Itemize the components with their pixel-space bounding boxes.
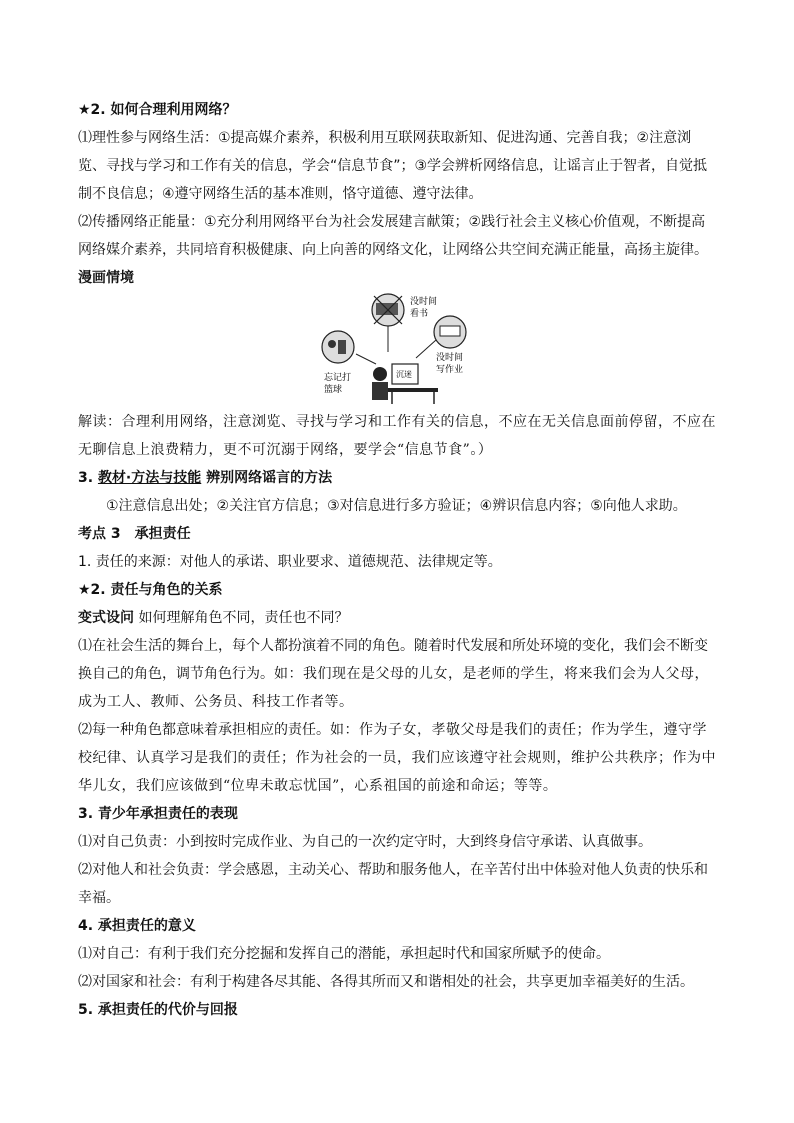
bubble-left-label-2: 篮球	[324, 385, 343, 395]
textbook-method-link[interactable]: 教材·方法与技能	[97, 470, 202, 486]
meaning-to-self: ⑴对自己：有利于我们充分挖掘和发挥自己的潜能，承担起时代和国家所赋予的使命。	[78, 946, 610, 962]
item-4-title: 4. 承担责任的意义	[78, 918, 196, 934]
responsible-to-self: ⑴对自己负责：小到按时完成作业、为自己的一次约定守时，大到终身信守承诺、认真做事。	[78, 834, 652, 850]
role-paragraph-1	[78, 632, 718, 716]
role-paragraph-1-example: 如：我们现在是父母的儿女，是老师的学生，将来我们会为人父母，成为工人、教师、公务员、科技工作者等。	[78, 666, 709, 710]
role-paragraph-2-example: 如：作为子女，孝敬父母是我们的责任；作为学生，遵守学校纪律、认真学习是我们的责任；作为社会的一员，我们应该遵守社会规则，维护公共秩序；作为中华儿女，我们应该做到“位卑未敢忘忧国”，心系祖国的前途和命运；等等。	[78, 722, 716, 794]
comic-illustration	[78, 292, 718, 408]
bubble-top-label-1: 没时间	[410, 297, 438, 307]
question-3-number: 3.	[78, 470, 98, 486]
question-3-title	[78, 464, 718, 492]
document-page	[78, 96, 718, 1024]
responsibility-source: 1. 责任的来源：对他人的承诺、职业要求、道德规范、法律规定等。	[78, 554, 502, 570]
role-paragraph-2	[78, 716, 718, 800]
role-paragraph-1-main: ⑴在社会生活的舞台上，每个人都扮演着不同的角色。随着时代发展和所处环境的变化，我们会不断变换自己的角色，调节角色行为。	[78, 638, 708, 682]
paragraph-rational-participation: ⑴理性参与网络生活：①提高媒介素养，积极利用互联网获取新知、促进沟通、完善自我；②注意浏览、寻找与学习和工作有关的信息，学会“信息节食”；③学会辨析网络信息，让谣言止于智者，自觉抵制不良信息；④遵守网络生活的基本准则，恪守道德、遵守法律。	[78, 130, 708, 202]
comic-interpretation: 解读：合理利用网络，注意浏览、寻找与学习和工作有关的信息，不应在无关信息面前停留，不应在无聊信息上浪费精力，更不可沉溺于网络，要学会“信息节食”。）	[78, 414, 716, 458]
comic-title: 漫画情境	[78, 270, 134, 286]
section-heading-responsibility: 考点 3 承担责任	[78, 526, 191, 542]
person-body	[372, 382, 388, 400]
screen-label: 沉迷	[396, 370, 412, 379]
meaning-to-society: ⑵对国家和社会：有利于构建各尽其能、各得其所而又和谐相处的社会，共享更加幸福美好的生活。	[78, 974, 694, 990]
comic-drawing	[318, 292, 488, 408]
variant-question-text: 如何理解角色不同，责任也不同？	[134, 610, 349, 626]
desk	[388, 388, 438, 392]
responsible-to-others: ⑵对他人和社会负责：学会感恩，主动关心、帮助和服务他人，在辛苦付出中体验对他人负责的快乐和幸福。	[78, 862, 708, 906]
question-3-topic: 辨别网络谣言的方法	[201, 470, 333, 486]
bubble-right-label-2: 写作业	[436, 365, 464, 375]
role-paragraph-2-main: ⑵每一种角色都意味着承担相应的责任。	[78, 722, 330, 738]
bubble-left-label-1: 忘记打	[324, 373, 352, 383]
person-head	[373, 367, 387, 381]
paragraph-positive-energy: ⑵传播网络正能量：①充分利用网络平台为社会发展建言献策；②践行社会主义核心价值观，不断提高网络媒介素养，共同培育积极健康、向上向善的网络文化，让网络公共空间充满正能量，高扬主旋律。	[78, 214, 708, 258]
rumor-methods: ①注意信息出处；②关注官方信息；③对信息进行多方验证；④辨识信息内容；⑤向他人求助。	[106, 498, 687, 514]
bubble-right-label-1: 没时间	[436, 353, 464, 363]
variant-question	[78, 604, 718, 632]
item-3-title: 3. 青少年承担责任的表现	[78, 806, 238, 822]
variant-label: 变式设问	[78, 610, 134, 626]
item-2-title: ★2. 责任与角色的关系	[78, 582, 223, 598]
bubble-top-label-2: 看书	[410, 309, 429, 319]
item-5-title: 5. 承担责任的代价与回报	[78, 1002, 238, 1018]
question-2-title: ★2. 如何合理利用网络？	[78, 102, 237, 118]
